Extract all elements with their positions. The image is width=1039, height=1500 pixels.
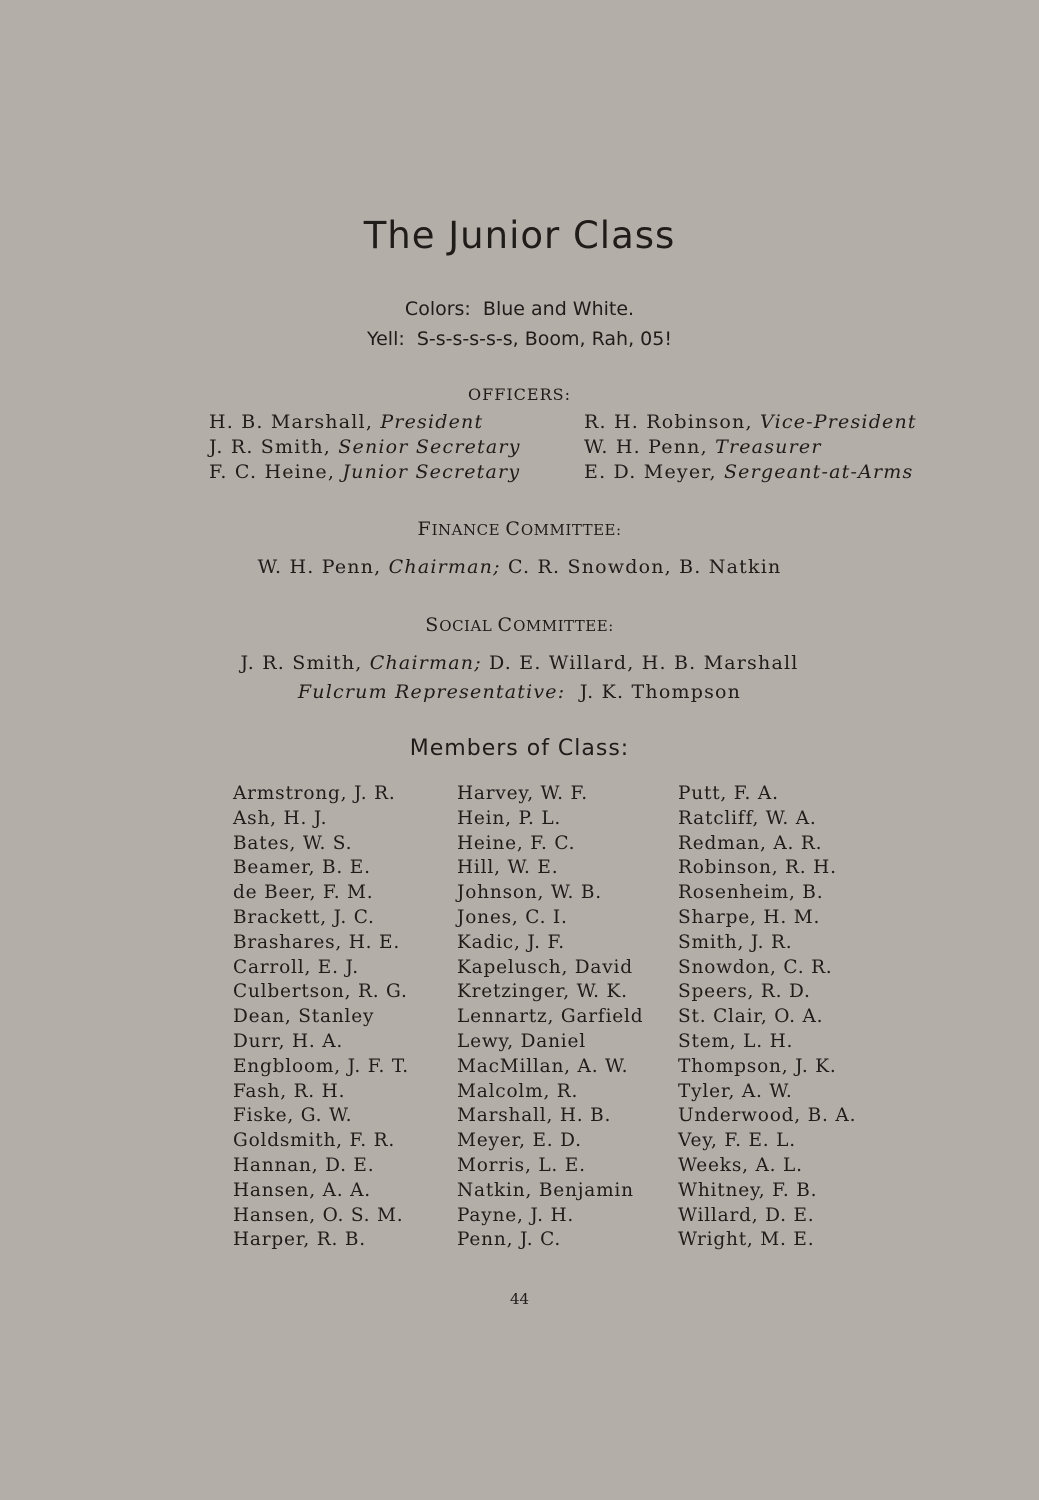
member-name: Harvey, W. F.	[457, 783, 588, 804]
member-name: Wright, M. E.	[678, 1229, 815, 1251]
member-name: Morris, L. E.	[457, 1154, 586, 1176]
officer-role: Vice-President	[759, 411, 917, 433]
colors-value: Blue and White.	[482, 298, 635, 320]
member-name: Armstrong, J. R.	[233, 783, 396, 804]
member-name: Whitney, F. B.	[678, 1179, 818, 1201]
member-name: Carroll, E. J.	[233, 956, 359, 978]
officer-left-1	[209, 411, 483, 433]
officer-name: F. C. Heine,	[209, 461, 336, 483]
member-name: Meyer, E. D.	[457, 1130, 582, 1152]
colors-label: Colors:	[404, 298, 471, 320]
social-members	[0, 652, 1039, 674]
officer-name: E. D. Meyer,	[584, 461, 717, 483]
officer-right-3	[584, 461, 913, 483]
member-name: Underwood, B. A.	[678, 1105, 857, 1127]
member-name: Natkin, Benjamin	[457, 1179, 634, 1201]
officer-name: R. H. Robinson,	[584, 411, 753, 433]
member-name: MacMillan, A. W.	[457, 1055, 629, 1077]
member-name: Durr, H. A.	[233, 1030, 344, 1052]
member-name: Beamer, B. E.	[233, 857, 371, 879]
member-name: Thompson, J. K.	[678, 1055, 837, 1077]
officer-role: Senior Secretary	[338, 436, 521, 458]
members-column-1	[233, 782, 409, 1253]
member-name: Kadic, J. F.	[457, 931, 565, 953]
member-name: Ash, H. J.	[233, 807, 328, 829]
member-name: Hannan, D. E.	[233, 1154, 375, 1176]
member-name: Hill, W. E.	[457, 857, 559, 879]
member-name: St. Clair, O. A.	[678, 1006, 824, 1028]
officer-name: J. R. Smith,	[209, 436, 332, 458]
member-name: Engbloom, J. F. T.	[233, 1055, 409, 1077]
member-name: Fash, R. H.	[233, 1080, 346, 1102]
members-column-2	[457, 782, 643, 1253]
member-name: Vey, F. E. L.	[678, 1130, 796, 1152]
member-name: Hansen, A. A.	[233, 1179, 371, 1201]
member-name: Brackett, J. C.	[233, 906, 375, 928]
social-others: D. E. Willard, H. B. Marshall	[489, 652, 799, 674]
member-name: Ratcliff, W. A.	[678, 807, 817, 829]
member-name: Hansen, O. S. M.	[233, 1204, 404, 1226]
member-name: Kretzinger, W. K.	[457, 981, 628, 1003]
fulcrum-name: J. K. Thompson	[579, 681, 742, 703]
member-name: Payne, J. H.	[457, 1204, 575, 1226]
member-name: Rosenheim, B.	[678, 882, 824, 904]
social-chair-title: Chairman;	[369, 652, 482, 674]
member-name: Willard, D. E.	[678, 1204, 815, 1226]
member-name: Malcolm, R.	[457, 1080, 579, 1102]
member-name: de Beer, F. M.	[233, 882, 374, 904]
fulcrum-line	[0, 681, 1039, 703]
member-name: Speers, R. D.	[678, 981, 811, 1003]
officer-right-2	[584, 436, 822, 458]
member-name: Robinson, R. H.	[678, 857, 837, 879]
member-name: Hein, P. L.	[457, 807, 562, 829]
member-name: Lewy, Daniel	[457, 1030, 586, 1052]
member-name: Kapelusch, David	[457, 956, 633, 978]
finance-others: C. R. Snowdon, B. Natkin	[507, 556, 782, 578]
member-name: Sharpe, H. M.	[678, 906, 821, 928]
officers-heading: OFFICERS:	[468, 385, 571, 404]
officer-right-1	[584, 411, 917, 433]
member-name: Fiske, G. W.	[233, 1105, 353, 1127]
member-name: Lennartz, Garfield	[457, 1006, 644, 1028]
social-chair: J. R. Smith,	[240, 652, 363, 674]
member-name: Smith, J. R.	[678, 931, 793, 953]
page-title: The Junior Class	[363, 214, 676, 257]
members-heading: Members of Class:	[409, 736, 630, 761]
member-name: Culbertson, R. G.	[233, 981, 408, 1003]
member-name: Tyler, A. W.	[678, 1080, 793, 1102]
member-name: Johnson, W. B.	[457, 882, 602, 904]
colors-line	[0, 298, 1039, 320]
finance-chair-title: Chairman;	[388, 556, 501, 578]
page-number: 44	[509, 1290, 530, 1308]
member-name: Dean, Stanley	[233, 1006, 375, 1028]
officer-role: Junior Secretary	[342, 461, 521, 483]
member-name: Jones, C. I.	[457, 906, 568, 928]
officer-left-2	[209, 436, 521, 458]
finance-chair: W. H. Penn,	[257, 556, 382, 578]
member-name: Brashares, H. E.	[233, 931, 401, 953]
member-name: Harper, R. B.	[233, 1229, 366, 1251]
officer-role: Treasurer	[715, 436, 822, 458]
member-name: Heine, F. C.	[457, 832, 576, 854]
member-name: Snowdon, C. R.	[678, 956, 833, 978]
member-name: Marshall, H. B.	[457, 1105, 612, 1127]
yell-label: Yell:	[367, 328, 405, 350]
officer-left-3	[209, 461, 520, 483]
finance-heading: FINANCE COMMITTEE:	[417, 518, 622, 540]
member-name: Bates, W. S.	[233, 832, 353, 854]
officer-role: President	[380, 411, 484, 433]
yell-value: S-s-s-s-s-s, Boom, Rah, 05!	[416, 328, 672, 350]
members-column-3	[678, 782, 856, 1253]
member-name: Redman, A. R.	[678, 832, 823, 854]
fulcrum-label: Fulcrum Representative:	[297, 681, 566, 703]
yell-line	[0, 328, 1039, 350]
member-name: Goldsmith, F. R.	[233, 1130, 396, 1152]
member-name: Putt, F. A.	[678, 783, 779, 804]
member-name: Weeks, A. L.	[678, 1154, 803, 1176]
social-heading: SOCIAL COMMITTEE:	[425, 614, 614, 636]
member-name: Stem, L. H.	[678, 1030, 794, 1052]
officer-name: H. B. Marshall,	[209, 411, 374, 433]
member-name: Penn, J. C.	[457, 1229, 562, 1251]
finance-members	[0, 556, 1039, 578]
officer-name: W. H. Penn,	[584, 436, 708, 458]
officer-role: Sergeant-at-Arms	[723, 461, 914, 483]
